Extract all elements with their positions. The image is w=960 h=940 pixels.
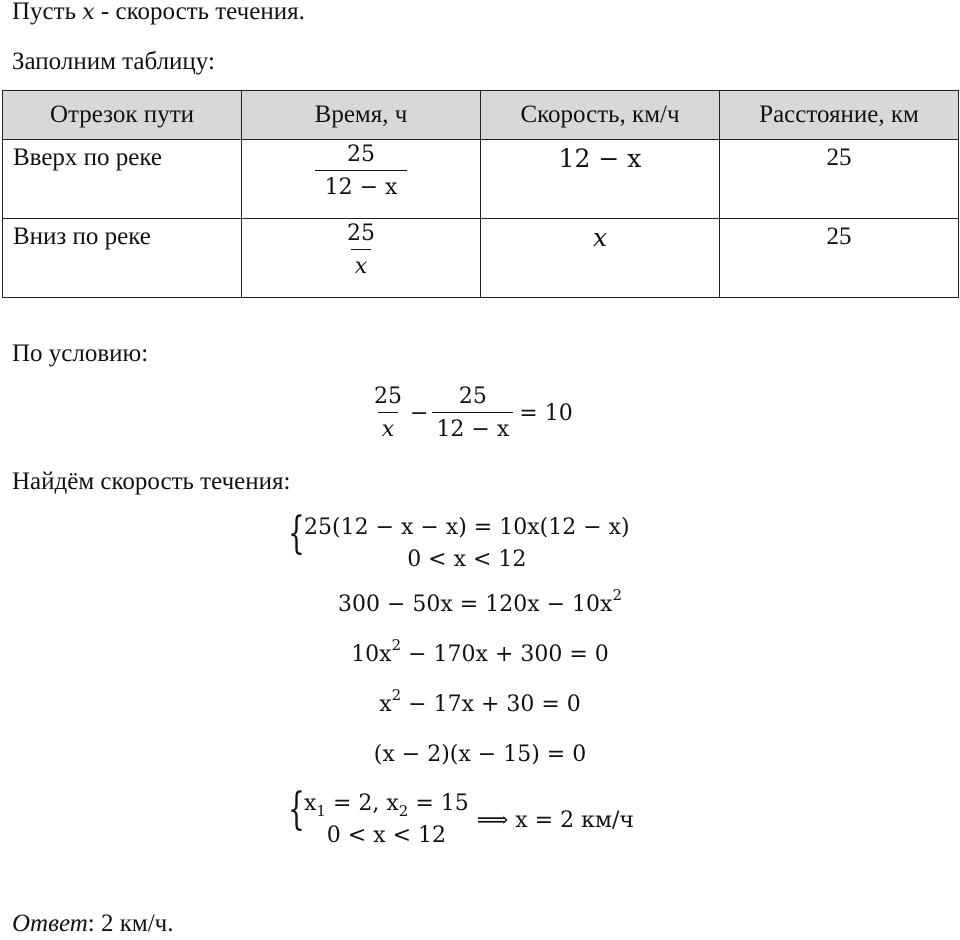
table-row	[3, 219, 959, 298]
speed-table	[2, 90, 959, 298]
speed-cell: 12 − x	[481, 140, 720, 219]
system-2-line-2: 0 < x < 12	[326, 823, 446, 848]
x1-var: x	[304, 791, 317, 816]
header-speed: Скорость, км/ч	[481, 91, 720, 140]
system-1-lines	[304, 512, 630, 576]
x2-value: = 15	[408, 791, 469, 816]
table-header-row	[3, 91, 959, 140]
x1-subscript: 1	[316, 802, 326, 820]
header-segment: Отрезок пути	[3, 91, 242, 140]
time-cell	[242, 140, 481, 219]
equation-fraction-2	[432, 384, 513, 442]
speed-cell: x	[481, 219, 720, 298]
intro-variable: x	[82, 0, 95, 25]
left-brace-icon: {	[288, 508, 305, 559]
left-brace-icon: {	[288, 784, 305, 835]
time-cell	[242, 219, 481, 298]
system-1-line-1: 25(12 − x − x) = 10x(12 − x)	[304, 515, 630, 540]
step-2-exponent: 2	[391, 636, 402, 654]
equation-fraction-1	[370, 384, 406, 442]
step-2-text-a: 10x	[351, 642, 392, 667]
fraction-numerator: 25	[346, 142, 375, 167]
equation-minus: −	[410, 400, 429, 426]
answer-line	[12, 910, 173, 938]
system-1-line-2: 0 < x < 12	[407, 547, 527, 572]
system-1	[288, 508, 630, 576]
x2-subscript: 2	[398, 802, 409, 820]
main-equation	[370, 384, 573, 442]
step-3	[0, 686, 960, 717]
segment-cell: Вниз по реке	[3, 219, 242, 298]
intro-prefix: Пусть	[12, 0, 83, 25]
step-2	[0, 636, 960, 667]
step-4: (x − 2)(x − 15) = 0	[373, 742, 587, 767]
header-time: Время, ч	[242, 91, 481, 140]
step-2-text-b: − 170x + 300 = 0	[401, 642, 609, 667]
step-3-text-b: − 17x + 30 = 0	[401, 692, 581, 717]
x1-value: = 2, x	[325, 791, 399, 816]
implies-result: ⟹ x = 2 км/ч	[476, 807, 634, 833]
fraction-numerator: 25	[374, 384, 402, 409]
find-label: Найдём скорость течения:	[12, 468, 291, 495]
fraction-denominator: 12 − x	[432, 412, 513, 442]
step-1-text: 300 − 50x = 120x − 10x	[338, 592, 613, 617]
answer-value: : 2 км/ч.	[87, 910, 174, 937]
fraction-denominator: x	[351, 249, 371, 279]
step-3-exponent: 2	[391, 686, 402, 704]
distance-cell: 25	[720, 140, 959, 219]
intro-line	[12, 0, 305, 26]
step-3-text-a: x	[379, 692, 392, 717]
intro-suffix: - скорость течения.	[94, 0, 305, 25]
time-fraction	[315, 142, 408, 200]
step-1-exponent: 2	[612, 586, 622, 604]
segment-cell: Вверх по реке	[3, 140, 242, 219]
equation-rhs: = 10	[519, 400, 573, 426]
step-1	[0, 586, 960, 617]
answer-label: Ответ	[12, 910, 88, 937]
distance-cell: 25	[720, 219, 959, 298]
header-distance: Расстояние, км	[720, 91, 959, 140]
condition-label: По условию:	[12, 340, 149, 367]
fraction-numerator: 25	[458, 384, 487, 409]
fill-table-label: Заполним таблицу:	[12, 48, 215, 75]
fraction-denominator: 12 − x	[315, 170, 408, 200]
system-2-lines	[304, 788, 469, 852]
system-2	[288, 784, 634, 852]
system-2-line-1	[304, 788, 469, 820]
fraction-denominator: x	[378, 412, 398, 442]
fraction-numerator: 25	[347, 221, 375, 246]
time-fraction	[343, 221, 379, 279]
table-row	[3, 140, 959, 219]
